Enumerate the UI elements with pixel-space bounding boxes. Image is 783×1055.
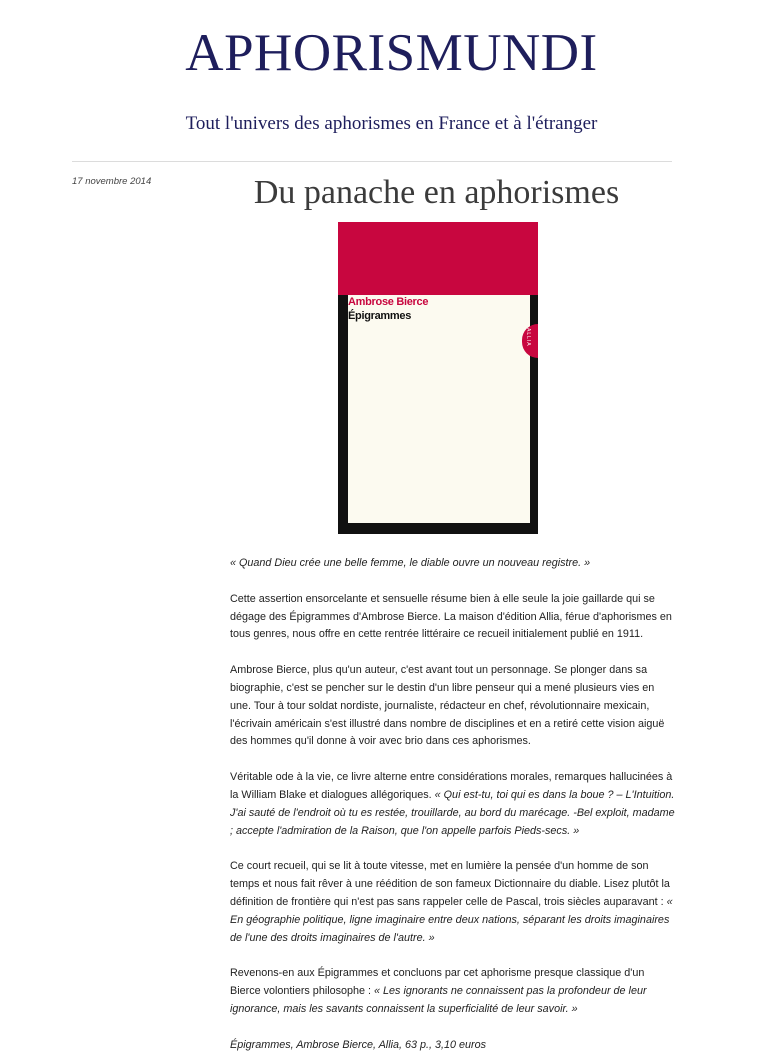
opening-quote: « Quand Dieu crée une belle femme, le diable ouvre un nouveau registre. » — [230, 557, 591, 569]
cover-book-title: Épigrammes — [348, 310, 412, 322]
inline-quote: « En géographie politique, ligne imaginaire entre deux nations, séparant les droits imaginaires de l'une des droits imaginaires de l'autre. » — [230, 895, 673, 944]
article-body — [230, 555, 676, 1055]
paragraph — [230, 769, 676, 840]
paragraph — [230, 858, 676, 947]
publisher-logo-text: ALLIA — [525, 328, 531, 347]
cover-paper-area — [348, 295, 530, 523]
cover-author: Ambrose Bierce — [348, 296, 429, 308]
site-title-link[interactable]: APHORISMUNDI — [185, 24, 598, 82]
inline-quote: « Qui est-tu, toi qui es dans la boue ? – L'Intuition. J'ai sauté de l'endroit où tu es restée, trouillarde, au bord du marécage. -Bel exploit, madame ; accepte l'admiration de la Raison, que l'on appelle parfois Pieds-secs. » — [230, 788, 675, 837]
post-date[interactable]: 17 novembre 2014 — [72, 176, 152, 187]
paragraph-text: Ce court recueil, qui se lit à toute vitesse, met en lumière la pensée d'un homme de son temps et nous fait rêver à une réédition de son fameux Dictionnaire du diable. Lisez plutôt la définition de frontière qui n'est pas sans rappeler celle de Pascal, trois siècles auparavant : — [230, 860, 670, 908]
paragraph — [230, 965, 676, 1018]
post-title[interactable]: Du panache en aphorismes — [253, 174, 620, 211]
inline-quote: « Les ignorants ne connaissent pas la profondeur de leur ignorance, mais les savants connaissent la superficialité de leur savoir. » — [230, 985, 647, 1015]
site-tagline: Tout l'univers des aphorismes en France et à l'étranger — [185, 113, 598, 134]
blog-post — [0, 162, 783, 1055]
site-header — [0, 0, 783, 136]
cover-red-band — [338, 222, 538, 295]
paragraph: Ambrose Bierce, plus qu'un auteur, c'est avant tout un personnage. Se plonger dans sa biographie, c'est se pencher sur le destin d'un libre penseur qui a mené plusieurs vies en une. Tour à tour soldat nordiste, journaliste, rédacteur en chef, révolutionnaire mexicain, l'écrivain américain s'est illustré dans nombre de disciplines et en a retiré cette vision aiguë des hommes qu'il donne à voir avec brio dans ces aphorismes. — [230, 664, 665, 748]
paragraph: Cette assertion ensorcelante et sensuelle résume bien à elle seule la joie gaillarde qui se dégage des Épigrammes d'Ambrose Bierce. La maison d'édition Allia, férue d'aphorismes en tous genres, nous offre en cette rentrée littéraire ce recueil initialement publié en 1911. — [230, 592, 672, 641]
paragraph-text: Revenons-en aux Épigrammes et concluons par cet aphorisme presque classique d'un Bierce volontiers philosophe : — [230, 967, 645, 998]
paragraph-text: Véritable ode à la vie, ce livre alterne entre considérations morales, remarques hallucinées à la William Blake et dialogues allégoriques. — [230, 771, 673, 801]
book-cover-figure — [0, 214, 783, 539]
book-cover-image — [338, 222, 538, 534]
book-reference: Épigrammes, Ambrose Bierce, Allia, 63 p., 3,10 euros — [230, 1038, 487, 1051]
